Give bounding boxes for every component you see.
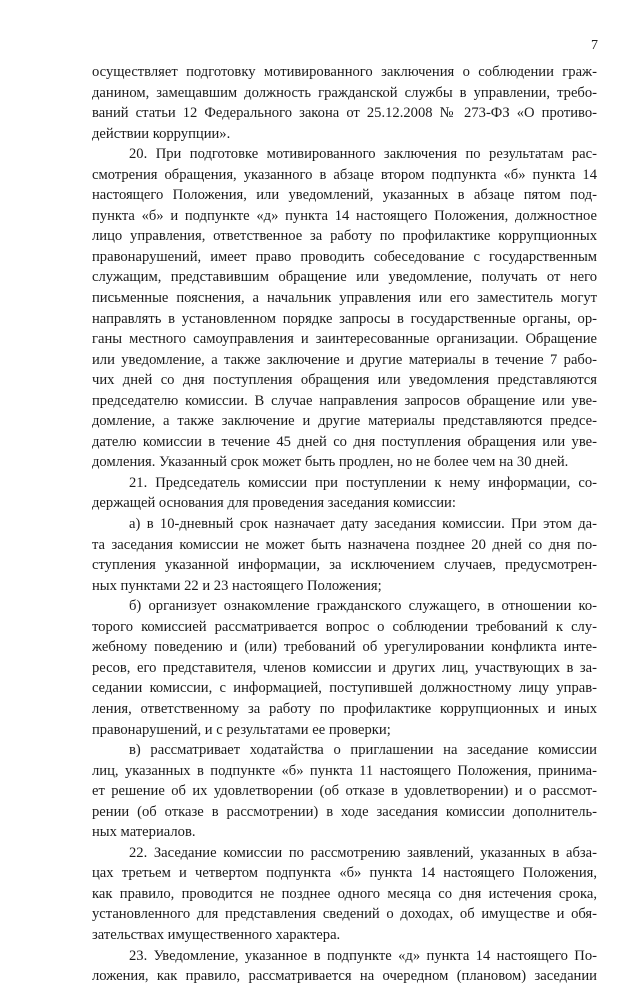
text-line: домление, а также заключение и другие материалы представляются предсе- xyxy=(92,413,597,430)
page-number: 7 xyxy=(591,38,598,53)
document-body xyxy=(92,62,597,987)
text-line: данином, замещавшим должность гражданской службы в управлении, требо- xyxy=(92,84,597,101)
text-line: ных пунктами 22 и 23 настоящего Положения; xyxy=(92,577,382,594)
text-line: зательствах имущественного характера. xyxy=(92,926,341,943)
text-line: осуществляет подготовку мотивированного заключения о соблюдении граж- xyxy=(92,64,597,80)
text-line: чих дней со дня поступления обращения или уведомления представляются xyxy=(92,372,597,389)
text-line: письменные пояснения, а начальник управления или его заместитель могут xyxy=(92,290,597,307)
text-line: ваний статьи 12 Федерального закона от 25.12.2008 № 273-ФЗ «О противо- xyxy=(92,105,597,122)
text-line: а) в 10-дневный срок назначает дату заседания комиссии. При этом да- xyxy=(129,516,597,533)
text-line: седании комиссии, с информацией, поступившей должностному лицу управ- xyxy=(92,680,597,697)
text-line: та заседания комиссии не может быть назначена позднее 20 дней со дня по- xyxy=(92,536,597,553)
text-line: ресов, его представителя, членов комиссии и других лиц, участвующих в за- xyxy=(92,659,597,676)
text-line: торого комиссией рассматривается вопрос о соблюдении требований к слу- xyxy=(92,618,597,635)
text-line: 20. При подготовке мотивированного заключения по результатам рас- xyxy=(129,146,597,163)
text-line: держащей основания для проведения заседания комиссии: xyxy=(92,495,456,512)
text-line: б) организует ознакомление гражданского служащего, в отношении ко- xyxy=(129,598,597,615)
text-line: председателю комиссии. В случае направления запросов обращение или уве- xyxy=(92,392,597,409)
text-line: лицо управления, ответственное за работу по профилактике коррупционных xyxy=(92,228,597,245)
text-line: служащим, представившим обращение или уведомление, получать от него xyxy=(92,269,597,286)
text-line: ления, ответственному за работу по профилактике коррупционных и иных xyxy=(92,700,597,717)
text-line: ступления указанной информации, за исключением случаев, предусмотрен- xyxy=(92,557,597,574)
text-line: ганы местного самоуправления и заинтересованные организации. Обращение xyxy=(92,331,597,348)
text-line: как правило, проводится не позднее одного месяца со дня истечения срока, xyxy=(92,885,597,902)
text-line: 21. Председатель комиссии при поступлении к нему информации, со- xyxy=(129,474,597,491)
text-line: ных материалов. xyxy=(92,824,196,841)
text-line: дателю комиссии в течение 45 дней со дня поступления обращения или уве- xyxy=(92,433,597,450)
text-line: жебному поведению и (или) требований об урегулировании конфликта инте- xyxy=(92,639,597,656)
text-line: ложения, как правило, рассматривается на очередном (плановом) заседании xyxy=(92,968,597,985)
text-line: цах третьем и четвертом подпункта «б» пункта 14 настоящего Положения, xyxy=(92,865,597,882)
text-line: пункта «б» и подпункте «д» пункта 14 настоящего Положения, должностное xyxy=(92,207,597,224)
text-line: правонарушений, и с результатами ее проверки; xyxy=(92,721,391,738)
text-line: рении (об отказе в рассмотрении) в ходе заседания комиссии дополнитель- xyxy=(92,803,597,820)
text-line: настоящего Положения, или уведомлений, указанных в абзаце пятом под- xyxy=(92,187,597,204)
text-line: смотрения обращения, указанного в абзаце втором подпункта «б» пункта 14 xyxy=(92,166,597,183)
text-line: действии коррупции». xyxy=(92,125,231,142)
text-line: ет решение об их удовлетворении (об отказе в удовлетворении) и о рассмот- xyxy=(92,783,597,800)
text-line: лиц, указанных в подпункте «б» пункта 11 настоящего Положения, принима- xyxy=(92,762,597,779)
text-line: направлять в установленном порядке запросы в государственные органы, ор- xyxy=(92,310,597,327)
text-line: в) рассматривает ходатайства о приглашении на заседание комиссии xyxy=(129,742,597,759)
text-line: 23. Уведомление, указанное в подпункте «д» пункта 14 настоящего По- xyxy=(129,947,597,964)
text-line: 22. Заседание комиссии по рассмотрению заявлений, указанных в абза- xyxy=(129,844,597,861)
text-line: или уведомление, а также заключение и другие материалы в течение 7 рабо- xyxy=(92,351,597,368)
text-line: правонарушений, имеет право проводить собеседование с государственным xyxy=(92,248,597,265)
text-line: домления. Указанный срок может быть продлен, но не более чем на 30 дней. xyxy=(92,454,569,471)
text-line: установленного для представления сведений о доходах, об имуществе и обя- xyxy=(92,906,597,923)
